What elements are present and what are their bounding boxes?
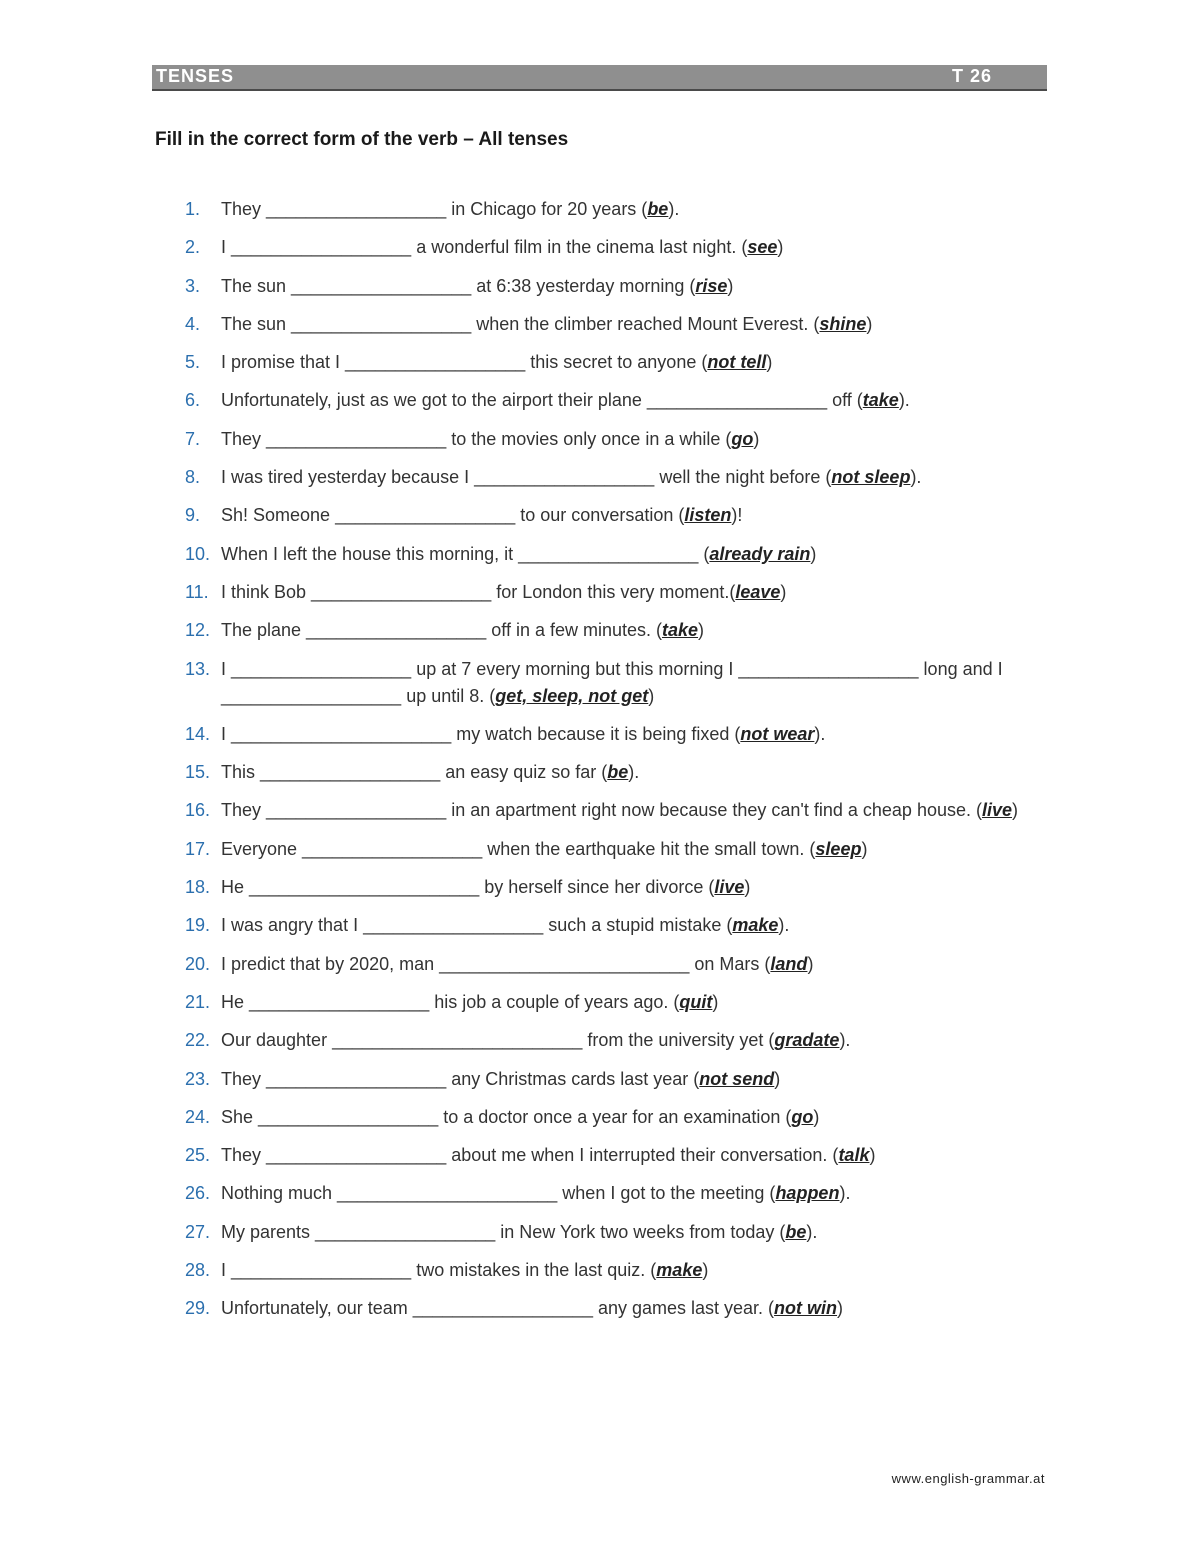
- exercise-item: [185, 797, 1047, 824]
- page-title: Fill in the correct form of the verb – All tenses: [155, 129, 569, 150]
- sentence-text: I promise that I __________________ this secret to anyone (: [221, 352, 708, 373]
- exercise-item: [185, 1142, 1047, 1169]
- footer-url: www.english-grammar.at: [891, 1471, 1045, 1486]
- sentence-text: )!: [731, 505, 743, 526]
- exercise-number: 25.: [185, 1145, 211, 1166]
- sentence-text: ): [780, 581, 787, 602]
- sentence-text: ): [702, 1260, 709, 1281]
- sentence-text: I predict that by 2020, man _________________________ on Mars (: [221, 953, 771, 974]
- exercise-number: 13.: [185, 658, 211, 679]
- exercise-number: 24.: [185, 1106, 211, 1127]
- exercise-item: [185, 989, 1047, 1016]
- sentence-text: ): [774, 1068, 781, 1089]
- verb-hint: take: [662, 620, 699, 641]
- exercise-item: [185, 1066, 1047, 1093]
- sentence-text: Unfortunately, our team __________________ any games last year. (: [221, 1298, 775, 1319]
- exercise-number: 12.: [185, 620, 211, 641]
- sentence-text: He __________________ his job a couple of years ago. (: [221, 991, 680, 1012]
- sentence-text: ).: [806, 1221, 818, 1242]
- sentence-text: ): [866, 313, 873, 334]
- verb-hint: quit: [679, 991, 713, 1012]
- verb-hint: not win: [774, 1298, 838, 1319]
- verb-hint: see: [747, 237, 778, 258]
- verb-hint: leave: [735, 581, 781, 602]
- exercise-number: 2.: [185, 237, 201, 258]
- exercise-number: 28.: [185, 1260, 211, 1281]
- verb-hint: talk: [838, 1145, 870, 1166]
- exercise-item: [185, 387, 1047, 414]
- exercise-item: [185, 464, 1047, 491]
- sentence-text: I ______________________ my watch because it is being fixed (: [221, 723, 741, 744]
- sentence-text: ).: [778, 915, 790, 936]
- sentence-text: ): [727, 275, 734, 296]
- exercise-item: [185, 951, 1047, 978]
- sentence-text: ): [807, 953, 814, 974]
- sentence-text: ).: [628, 762, 640, 783]
- sentence-text: Nothing much ______________________ when I got to the meeting (: [221, 1183, 776, 1204]
- sentence-text: ).: [898, 390, 910, 411]
- verb-hint: get, sleep, not get: [495, 685, 649, 706]
- verb-hint: live: [714, 877, 745, 898]
- exercise-item: [185, 1257, 1047, 1284]
- sentence-text: I __________________ up at 7 every morning but this morning I __________________ long and I __________________ up until 8. (: [221, 658, 1003, 706]
- exercise-item: [185, 759, 1047, 786]
- verb-hint: land: [770, 953, 808, 974]
- sentence-text: ): [753, 428, 760, 449]
- exercise-item: [185, 541, 1047, 568]
- sentence-text: ): [744, 877, 751, 898]
- sentence-text: They __________________ to the movies only once in a while (: [221, 428, 732, 449]
- verb-hint: gradate: [774, 1030, 840, 1051]
- verb-hint: go: [791, 1106, 814, 1127]
- verb-hint: make: [732, 915, 779, 936]
- exercise-item: [185, 196, 1047, 223]
- exercise-number: 29.: [185, 1298, 211, 1319]
- sentence-text: I __________________ a wonderful film in the cinema last night. (: [221, 237, 748, 258]
- exercise-number: 26.: [185, 1183, 211, 1204]
- exercise-item: [185, 579, 1047, 606]
- sentence-text: When I left the house this morning, it __________________ (: [221, 543, 710, 564]
- exercise-number: 15.: [185, 762, 211, 783]
- sentence-text: ): [810, 543, 817, 564]
- verb-hint: make: [656, 1260, 703, 1281]
- sentence-text: ): [777, 237, 784, 258]
- exercise-number: 5.: [185, 352, 201, 373]
- exercise-item: [185, 874, 1047, 901]
- exercise-number: 20.: [185, 953, 211, 974]
- exercise-number: 16.: [185, 800, 211, 821]
- exercise-number: 18.: [185, 877, 211, 898]
- sentence-text: ): [766, 352, 773, 373]
- sentence-text: They __________________ in Chicago for 20 years (: [221, 199, 648, 219]
- verb-hint: be: [607, 762, 629, 783]
- exercise-item: [185, 1295, 1047, 1322]
- exercise-number: 11.: [185, 581, 209, 602]
- sentence-text: I was tired yesterday because I __________________ well the night before (: [221, 467, 832, 488]
- sentence-text: I think Bob __________________ for London this very moment.(: [221, 581, 736, 602]
- sentence-text: ).: [814, 723, 826, 744]
- sentence-text: Unfortunately, just as we got to the airport their plane __________________ off (: [221, 390, 863, 411]
- exercise-item: [185, 234, 1047, 261]
- verb-hint: not send: [699, 1068, 775, 1089]
- exercise-item: [185, 311, 1047, 338]
- sentence-text: ).: [668, 199, 680, 219]
- exercise-number: 17.: [185, 838, 211, 859]
- exercise-number: 6.: [185, 390, 201, 411]
- sentence-text: They __________________ in an apartment right now because they can't find a cheap house. (: [221, 800, 982, 821]
- exercise-item: [185, 1180, 1047, 1207]
- sentence-text: ): [813, 1106, 820, 1127]
- exercise-number: 14.: [185, 723, 211, 744]
- sentence-text: ): [1012, 800, 1019, 821]
- exercise-number: 1.: [185, 199, 201, 219]
- exercise-item: [185, 1027, 1047, 1054]
- exercise-number: 3.: [185, 275, 201, 296]
- sentence-text: The sun __________________ at 6:38 yesterday morning (: [221, 275, 696, 296]
- sentence-text: ).: [910, 467, 922, 488]
- sentence-text: Sh! Someone __________________ to our conversation (: [221, 505, 685, 526]
- verb-hint: sleep: [815, 838, 862, 859]
- sentence-text: Our daughter _________________________ from the university yet (: [221, 1030, 775, 1051]
- verb-hint: go: [731, 428, 754, 449]
- exercise-item: [185, 617, 1047, 644]
- exercise-item: [185, 721, 1047, 748]
- verb-hint: not sleep: [831, 467, 911, 488]
- section-label: TENSES: [156, 66, 235, 86]
- verb-hint: be: [785, 1221, 807, 1242]
- exercise-number: 21.: [185, 991, 211, 1012]
- verb-hint: not wear: [740, 723, 815, 744]
- sentence-text: This __________________ an easy quiz so far (: [221, 762, 608, 783]
- sentence-text: The plane __________________ off in a few minutes. (: [221, 620, 662, 641]
- exercise-number: 19.: [185, 915, 211, 936]
- verb-hint: already rain: [709, 543, 811, 564]
- exercise-list: [185, 196, 1047, 1334]
- verb-hint: take: [862, 390, 899, 411]
- exercise-item: [185, 1104, 1047, 1131]
- verb-hint: be: [647, 199, 669, 219]
- sentence-text: ): [712, 991, 719, 1012]
- verb-hint: happen: [775, 1183, 840, 1204]
- sentence-text: ): [869, 1145, 876, 1166]
- exercise-item: [185, 656, 1047, 710]
- sentence-text: They __________________ any Christmas cards last year (: [221, 1068, 700, 1089]
- worksheet-code: T 26: [951, 66, 992, 86]
- verb-hint: live: [981, 800, 1013, 821]
- exercise-item: [185, 1219, 1047, 1246]
- header-bar: [152, 65, 1047, 91]
- exercise-number: 7.: [185, 428, 201, 449]
- sentence-text: ): [861, 838, 868, 859]
- exercise-number: 10.: [185, 543, 211, 564]
- sentence-text: The sun __________________ when the climber reached Mount Everest. (: [221, 313, 820, 334]
- sentence-text: Everyone __________________ when the earthquake hit the small town. (: [221, 838, 816, 859]
- sentence-text: ): [698, 620, 705, 641]
- exercise-item: [185, 426, 1047, 453]
- exercise-item: [185, 349, 1047, 376]
- exercise-item: [185, 273, 1047, 300]
- verb-hint: rise: [695, 275, 728, 296]
- sentence-text: He _______________________ by herself since her divorce (: [221, 877, 715, 898]
- verb-hint: shine: [819, 313, 867, 334]
- verb-hint: not tell: [707, 352, 767, 373]
- exercise-number: 9.: [185, 505, 201, 526]
- exercise-number: 8.: [185, 467, 201, 488]
- sentence-text: ): [648, 685, 655, 706]
- sentence-text: I was angry that I __________________ such a stupid mistake (: [221, 915, 733, 936]
- exercise-item: [185, 912, 1047, 939]
- sentence-text: ): [837, 1298, 844, 1319]
- sentence-text: They __________________ about me when I interrupted their conversation. (: [221, 1145, 839, 1166]
- exercise-number: 27.: [185, 1221, 211, 1242]
- exercise-item: [185, 502, 1047, 529]
- verb-hint: listen: [684, 505, 732, 526]
- sentence-text: I __________________ two mistakes in the last quiz. (: [221, 1260, 657, 1281]
- exercise-item: [185, 836, 1047, 863]
- exercise-number: 23.: [185, 1068, 211, 1089]
- sentence-text: My parents __________________ in New York two weeks from today (: [221, 1221, 786, 1242]
- sentence-text: ).: [839, 1183, 851, 1204]
- exercise-number: 22.: [185, 1030, 211, 1051]
- exercise-number: 4.: [185, 313, 201, 334]
- sentence-text: She __________________ to a doctor once a year for an examination (: [221, 1106, 792, 1127]
- sentence-text: ).: [839, 1030, 851, 1051]
